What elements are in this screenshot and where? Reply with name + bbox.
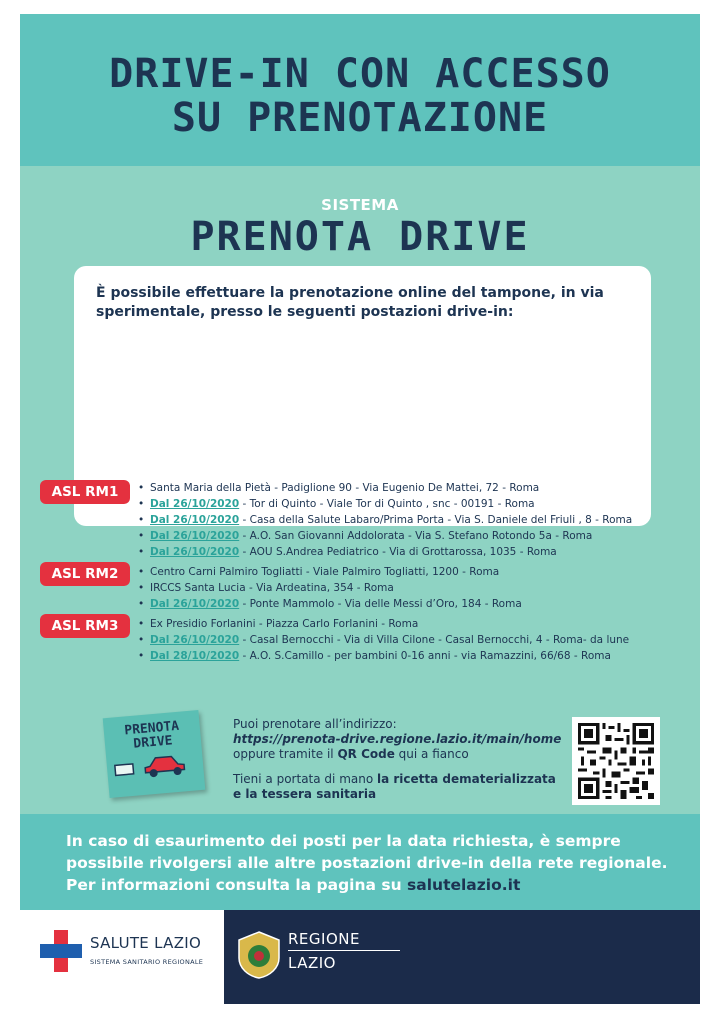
list-item: • Ex Presidio Forlanini - Piazza Carlo Forlanini - Roma (138, 618, 419, 630)
system-name: PRENOTA DRIVE (190, 214, 530, 260)
page-title (20, 52, 700, 140)
asl-rm3-badge: ASL RM3 (40, 614, 130, 638)
list-item: • Santa Maria della Pietà - Padiglione 90 - Via Eugenio De Mattei, 72 - Roma (138, 482, 540, 494)
list-item: • Dal 26/10/2020 - Casa della Salute Labaro/Prima Porta - Via S. Daniele del Friuli , 8 - Roma (138, 514, 633, 526)
asl-rm3-list (138, 616, 658, 664)
info-band (20, 814, 700, 910)
title-line-1: DRIVE-IN CON ACCESSO (109, 51, 611, 97)
promo-text: Puoi prenotare all’indirizzo: https://prenota-drive.regione.lazio.it/main/home oppure tramite il QR Code qui a fianco Tieni a portata di mano la ricetta dematerializzata e la tessera sanitaria (233, 717, 562, 801)
booking-link[interactable]: https://prenota-drive.regione.lazio.it/main/home (233, 732, 562, 746)
list-item: • Dal 28/10/2020 - A.O. S.Camillo - per bambini 0-16 anni - via Ramazzini, 66/68 - Roma (138, 650, 611, 662)
qr-code[interactable] (572, 717, 660, 805)
regione-emblem-icon (236, 930, 282, 980)
cross-icon (40, 930, 82, 972)
asl-rm2-badge: ASL RM2 (40, 562, 130, 586)
regione-label: REGIONE (288, 930, 360, 948)
header-band (20, 14, 700, 166)
salute-lazio-subtitle: SISTEMA SANITARIO REGIONALE (90, 958, 204, 966)
asl-rm2-list (138, 564, 658, 612)
list-item: • Dal 26/10/2020 - Tor di Quinto - Viale Tor di Quinto , snc - 00191 - Roma (138, 498, 535, 510)
card-intro: È possibile effettuare la prenotazione online del tampone, in via sperimentale, presso le seguenti postazioni drive-in: (96, 285, 604, 320)
footer (20, 910, 700, 1004)
list-item: • Centro Carni Palmiro Togliatti - Viale Palmiro Togliatti, 1200 - Roma (138, 566, 500, 578)
asl-rm1-list (138, 480, 658, 560)
lazio-label: LAZIO (288, 954, 336, 972)
info-text: In caso di esaurimento dei posti per la data richiesta, è sempre possibile rivolgersi alle altre postazioni drive-in della rete regionale. Per informazioni consulta la pagina su salutelazio.it (66, 832, 668, 894)
regione-divider (288, 950, 400, 951)
system-label: SISTEMA (321, 196, 399, 214)
list-item: • Dal 26/10/2020 - Ponte Mammolo - Via delle Messi d’Oro, 184 - Roma (138, 598, 522, 610)
title-line-2: SU PRENOTAZIONE (171, 95, 549, 141)
salute-lazio-name: SALUTE LAZIO (90, 934, 202, 952)
list-item: • Dal 26/10/2020 - Casal Bernocchi - Via di Villa Cilone - Casal Bernocchi, 4 - Roma- da lune (138, 634, 630, 646)
asl-rm1-badge: ASL RM1 (40, 480, 130, 504)
prenota-drive-badge (103, 710, 206, 798)
list-item: • IRCCS Santa Lucia - Via Ardeatina, 354 - Roma (138, 582, 394, 594)
list-item: • Dal 26/10/2020 - A.O. San Giovanni Addolorata - Via S. Stefano Rotondo 5a - Roma (138, 530, 593, 542)
poster (20, 14, 700, 1004)
salutelazio-link[interactable]: salutelazio.it (407, 876, 521, 894)
badge-text: PRENOTA DRIVE (123, 718, 180, 752)
regione-lazio-logo (224, 910, 700, 1004)
list-item: • Dal 26/10/2020 - AOU S.Andrea Pediatrico - Via di Grottarossa, 1035 - Roma (138, 546, 557, 558)
salute-lazio-logo (40, 930, 240, 980)
